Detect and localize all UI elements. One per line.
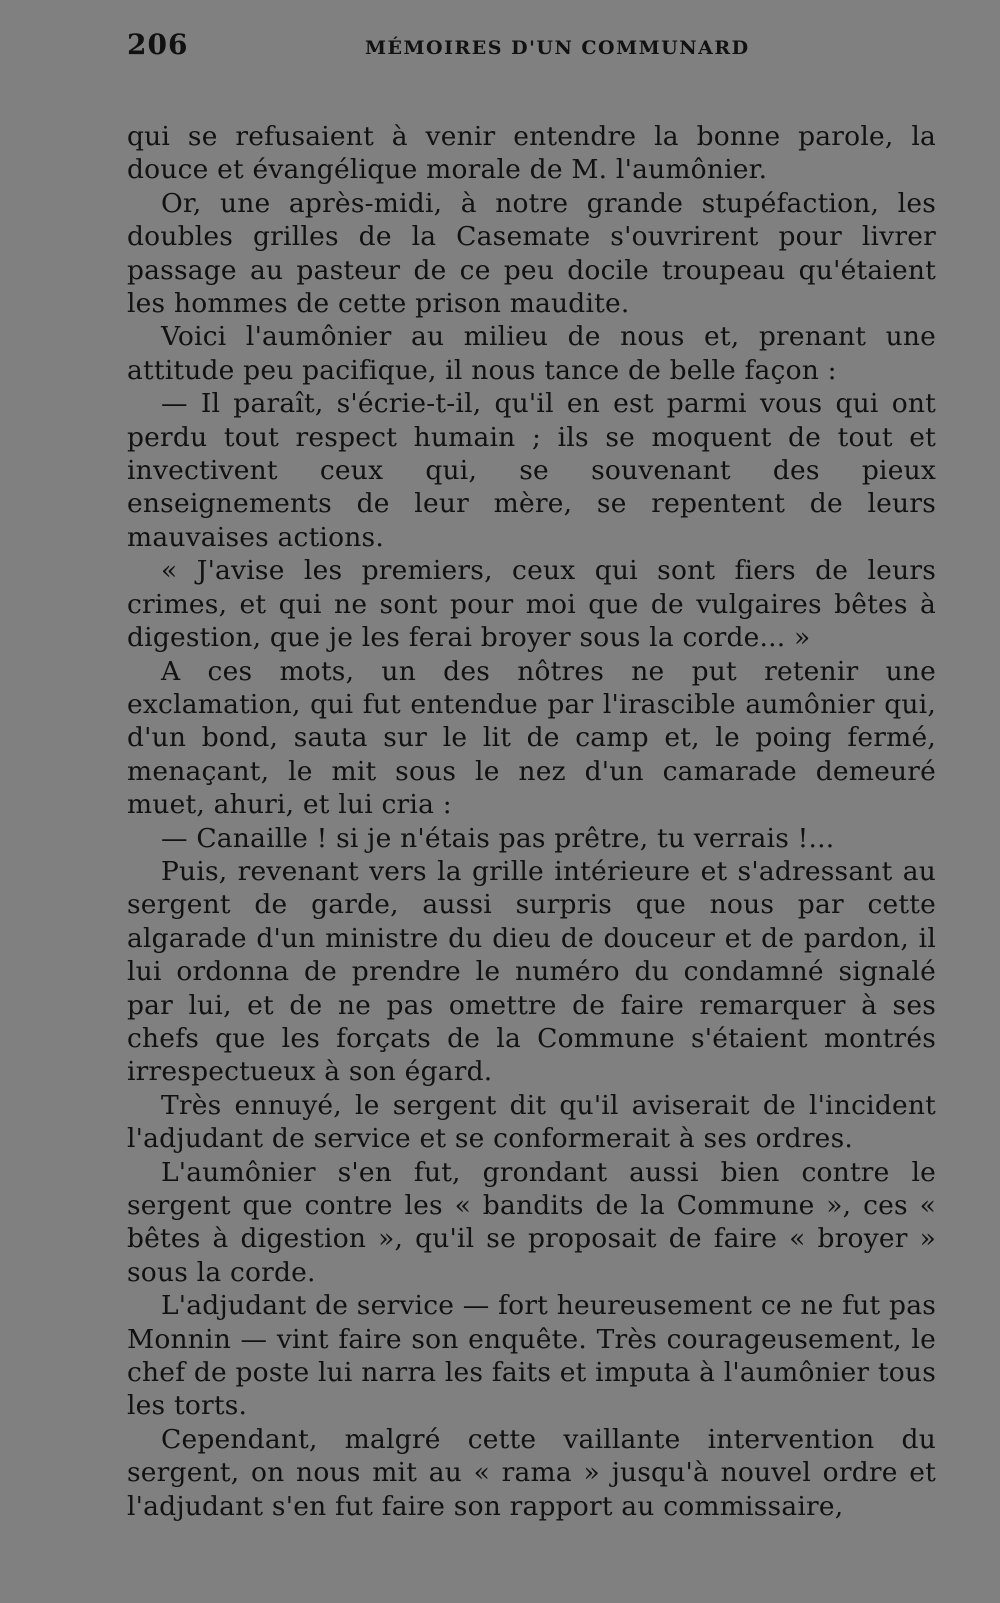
paragraph: Très ennuyé, le sergent dit qu'il aviserait de l'incident l'adjudant de service et se conformerait à ses ordres. [127,1089,936,1155]
paragraph: L'adjudant de service — fort heureusement ce ne fut pas Monnin — vint faire son enquête. Très courageusement, le chef de poste lui narra les faits et imputa à l'aumônier tous les torts. [127,1290,936,1422]
paragraph: Puis, revenant vers la grille intérieure et s'adressant au sergent de garde, aussi surpris que nous par cette algarade d'un ministre du dieu de douceur et de pardon, il lui ordonna de prendre le numéro du condamné signalé par lui, et de ne pas omettre de faire remarquer à ses chefs que les forçats de la Commune s'étaient montrés irrespectueux à son égard. [127,855,936,1088]
page-header [127,28,936,68]
body-text [127,120,936,1523]
paragraph: « J'avise les premiers, ceux qui sont fiers de leurs crimes, et qui ne sont pour moi que de vulgaires bêtes à digestion, que je les ferai broyer sous la corde... » [127,555,936,654]
paragraph: — Canaille ! si je n'étais pas prêtre, tu verrais !... [161,822,835,854]
paragraph: qui se refusaient à venir entendre la bonne parole, la douce et évangélique morale de M. l'aumônier. [127,121,936,186]
paragraph: L'aumônier s'en fut, grondant aussi bien contre le sergent que contre les « bandits de la Commune », ces « bêtes à digestion », qu'il se proposait de faire « broyer » sous la corde. [127,1156,936,1288]
paragraph: Voici l'aumônier au milieu de nous et, prenant une attitude peu pacifique, il nous tance de belle façon : [127,321,936,386]
page-number: 206 [127,28,189,61]
paragraph: Cependant, malgré cette vaillante intervention du sergent, on nous mit au « rama » jusqu'à nouvel ordre et l'adjudant s'en fut faire son rapport au commissaire, [127,1423,936,1522]
paragraph: A ces mots, un des nôtres ne put retenir une exclamation, qui fut entendue par l'irascible aumônier qui, d'un bond, sauta sur le lit de camp et, le poing fermé, menaçant, le mit sous le nez d'un camarade demeuré muet, ahuri, et lui cria : [127,655,936,821]
paragraph: Or, une après-midi, à notre grande stupéfaction, les doubles grilles de la Casemate s'ouvrirent pour livrer passage au pasteur de ce peu docile troupeau qu'étaient les hommes de cette prison maudite. [127,187,936,320]
running-head: MÉMOIRES D'UN COMMUNARD [365,37,750,59]
paragraph: — Il paraît, s'écrie-t-il, qu'il en est parmi vous qui ont perdu tout respect humain ; ils se moquent de tout et invectivent ceux qui, se souvenant des pieux enseignements de leur mère, se repentent de leurs mauvaises actions. [127,388,936,553]
